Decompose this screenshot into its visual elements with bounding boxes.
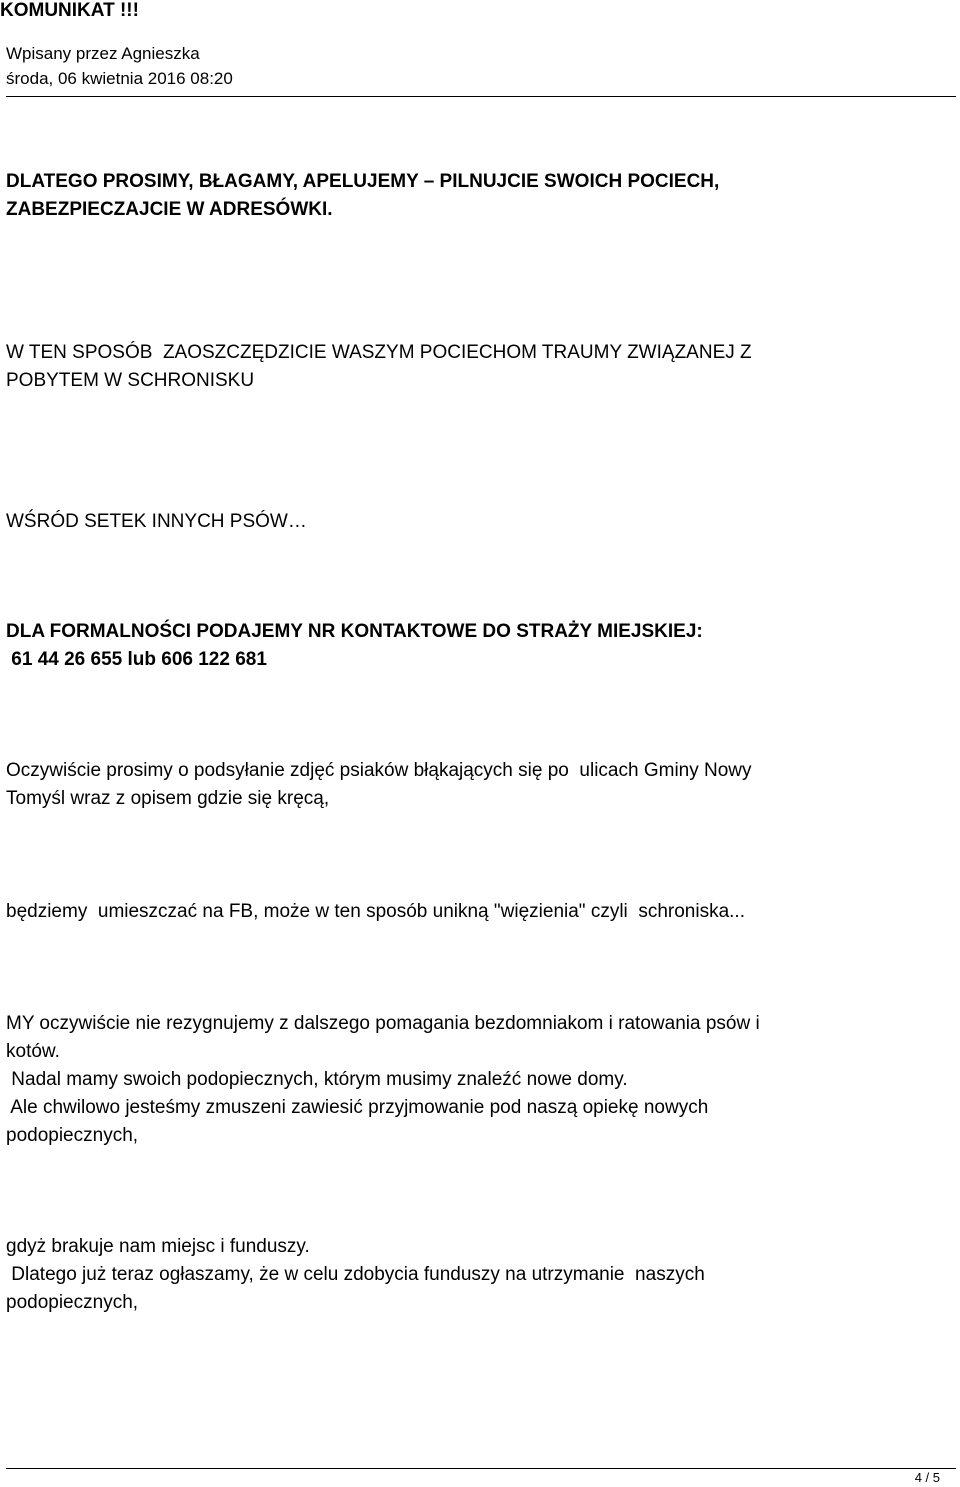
paragraph-line: kotów. bbox=[6, 1041, 60, 1062]
paragraph-line: MY oczywiście nie rezygnujemy z dalszego pomagania bezdomniakom i ratowania psów i bbox=[6, 1013, 760, 1034]
paragraph-line: Oczywiście prosimy o podsyłanie zdjęć psiaków błąkających się po ulicach Gminy Nowy bbox=[6, 760, 752, 781]
page-number: 4 / 5 bbox=[914, 1470, 940, 1485]
paragraph-line: będziemy umieszczać na FB, może w ten sposób unikną "więzienia" czyli schroniska... bbox=[6, 901, 745, 922]
paragraph-appeal bbox=[6, 168, 906, 224]
paragraph-line: Tomyśl wraz z opisem gdzie się kręcą, bbox=[6, 788, 330, 809]
paragraph-line: podopiecznych, bbox=[6, 1292, 139, 1313]
paragraph-photo-request bbox=[6, 757, 906, 813]
paragraph-line: POBYTEM W SCHRONISKU bbox=[6, 370, 255, 391]
paragraph-line: Dlatego już teraz ogłaszamy, że w celu zdobycia funduszy na utrzymanie naszych bbox=[6, 1264, 705, 1285]
paragraph-line: DLATEGO PROSIMY, BŁAGAMY, APELUJEMY – PILNUJCIE SWOICH POCIECH, bbox=[6, 171, 720, 192]
paragraph-line: Ale chwilowo jesteśmy zmuszeni zawiesić przyjmowanie pod naszą opiekę nowych bbox=[6, 1097, 709, 1118]
paragraph-line: ZABEZPIECZAJCIE W ADRESÓWKI. bbox=[6, 199, 333, 220]
footer-divider bbox=[6, 1468, 956, 1469]
paragraph-trauma bbox=[6, 339, 906, 395]
paragraph-line: WŚRÓD SETEK INNYCH PSÓW… bbox=[6, 511, 307, 532]
paragraph-other-dogs bbox=[6, 508, 906, 536]
author-line: Wpisany przez Agnieszka bbox=[6, 44, 200, 63]
paragraph-line: W TEN SPOSÓB ZAOSZCZĘDZICIE WASZYM POCIECHOM TRAUMY ZWIĄZANEJ Z bbox=[6, 342, 752, 363]
paragraph-line: 61 44 26 655 lub 606 122 681 bbox=[6, 649, 267, 670]
header-divider bbox=[6, 96, 956, 97]
paragraph-line: gdyż brakuje nam miejsc i funduszy. bbox=[6, 1236, 310, 1257]
page-title: KOMUNIKAT !!! bbox=[0, 0, 139, 21]
paragraph-suspension bbox=[6, 1010, 906, 1150]
paragraph-line: DLA FORMALNOŚCI PODAJEMY NR KONTAKTOWE DO STRAŻY MIEJSKIEJ: bbox=[6, 621, 703, 642]
paragraph-contact-numbers bbox=[6, 618, 906, 674]
date-line: środa, 06 kwietnia 2016 08:20 bbox=[6, 69, 233, 88]
paragraph-line: podopiecznych, bbox=[6, 1125, 139, 1146]
paragraph-line: Nadal mamy swoich podopiecznych, którym musimy znaleźć nowe domy. bbox=[6, 1069, 628, 1090]
paragraph-funds bbox=[6, 1233, 906, 1317]
paragraph-facebook bbox=[6, 898, 906, 926]
